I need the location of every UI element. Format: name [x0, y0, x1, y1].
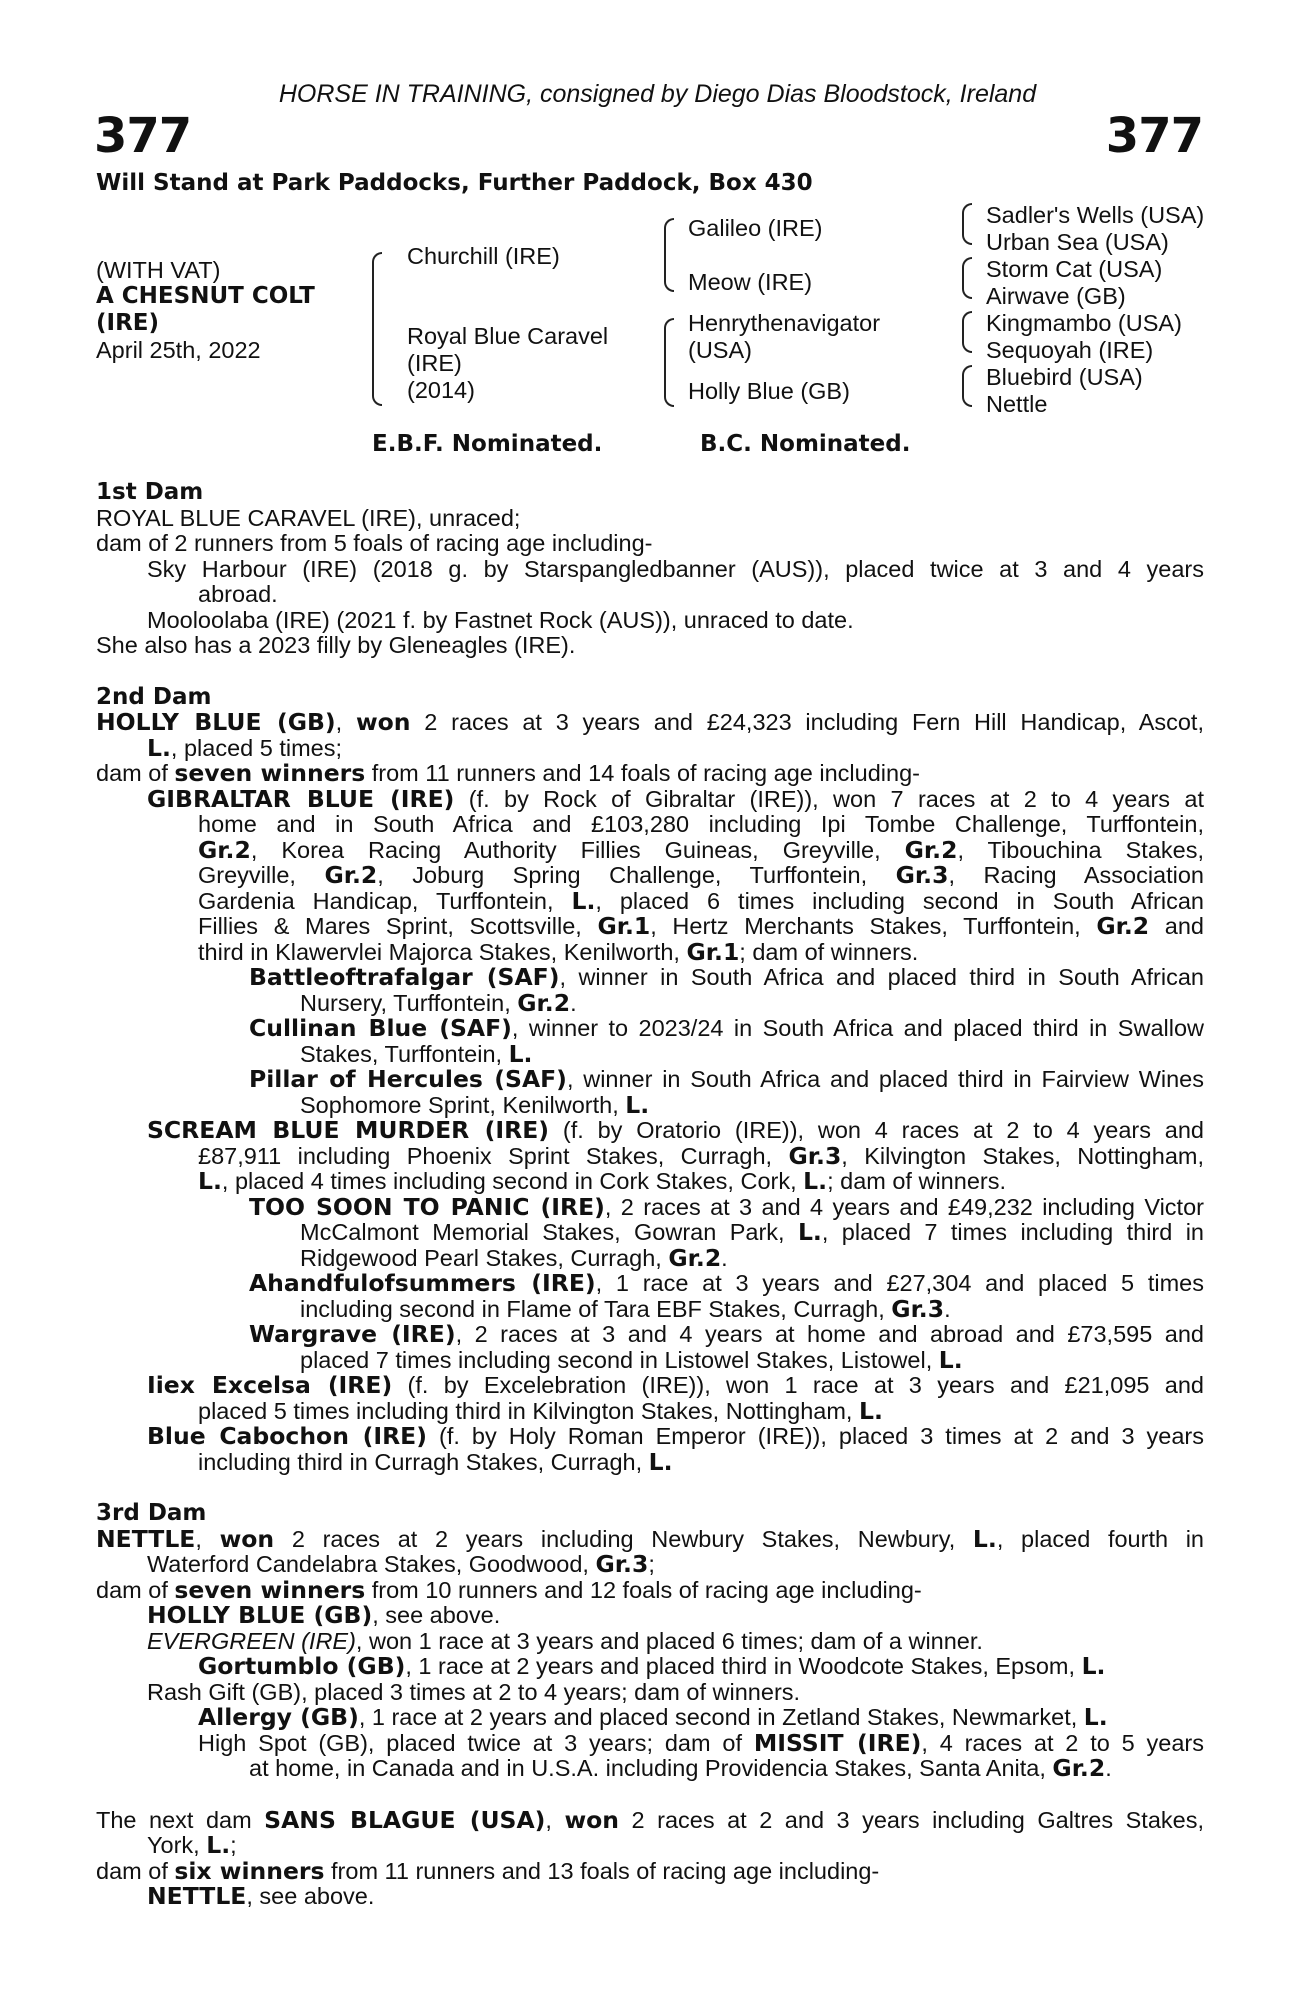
runner-line: Sophomore Sprint, Kenilworth, L.	[300, 1090, 650, 1119]
dam-line1: Royal Blue Caravel	[407, 323, 609, 349]
pedigree-brace	[962, 365, 972, 407]
runner-line: at home, in Canada and in U.S.A. including Providencia Stakes, Santa Anita, Gr.2.	[249, 1754, 1112, 1782]
runner-line: Wargrave (IRE), 2 races at 3 and 4 years at home and abroad and £73,595 and	[249, 1320, 1204, 1348]
pedigree-brace	[664, 218, 674, 292]
runner-line: SCREAM BLUE MURDER (IRE) (f. by Oratorio (IRE)), won 4 races at 2 to 4 years and	[147, 1116, 1204, 1144]
third-dam-line: dam of seven winners from 10 runners and 12 foals of racing age including-	[96, 1575, 922, 1604]
ancestor-6: Sequoyah (IRE)	[986, 337, 1154, 363]
runner-line: NETTLE, see above.	[147, 1882, 375, 1910]
runner-line: Gortumblo (GB), 1 race at 2 years and placed third in Woodcote Stakes, Epsom, L.	[198, 1652, 1106, 1680]
first-dam-line: ROYAL BLUE CARAVEL (IRE), unraced;	[96, 504, 521, 531]
runner-line: placed 5 times including third in Kilvington Stakes, Nottingham, L.	[198, 1396, 883, 1425]
page-header: HORSE IN TRAINING, consigned by Diego Dias Bloodstock, Ireland	[278, 80, 1037, 108]
runner-line: TOO SOON TO PANIC (IRE), 2 races at 3 and 4 years and £49,232 including Victor	[249, 1192, 1204, 1221]
runner-line: Fillies & Mares Sprint, Scottsville, Gr.1, Hertz Merchants Stakes, Turffontein, Gr.2 and	[198, 912, 1204, 940]
runner-line: EVERGREEN (IRE), won 1 race at 3 years and placed 6 times; dam of a winner.	[147, 1627, 983, 1654]
runner-line: Ridgewood Pearl Stakes, Curragh, Gr.2.	[300, 1243, 728, 1272]
first-dam-line: Sky Harbour (IRE) (2018 g. by Starspangledbanner (AUS)), placed twice at 3 and 4 years	[147, 555, 1204, 582]
runner-line: third in Klawervlei Majorca Stakes, Kenilworth, Gr.1; dam of winners.	[198, 937, 919, 966]
runner-line: Blue Cabochon (IRE) (f. by Holy Roman Emperor (IRE)), placed 3 times at 2 and 3 years	[147, 1422, 1204, 1450]
second-dam-line: dam of seven winners from 11 runners and 14 foals of racing age including-	[96, 759, 920, 787]
stand-location: Will Stand at Park Paddocks, Further Paddock, Box 430	[96, 170, 813, 196]
runner-line: Gardenia Handicap, Turffontein, L., placed 6 times including second in South African	[198, 886, 1204, 915]
ancestor-3: Storm Cat (USA)	[986, 256, 1163, 282]
dam-line2: (IRE)	[407, 350, 462, 376]
pedigree-brace	[962, 257, 972, 299]
first-dam-heading: 1st Dam	[96, 479, 204, 505]
second-dam-heading: 2nd Dam	[96, 683, 212, 710]
runner-line: L., placed 4 times including second in Cork Stakes, Cork, L.; dam of winners.	[198, 1167, 1006, 1195]
pedigree-brace	[962, 203, 972, 245]
pedigree-brace	[664, 318, 674, 407]
runner-line: HOLLY BLUE (GB), see above.	[147, 1601, 501, 1629]
runner-line: Greyville, Gr.2, Joburg Spring Challenge, Turffontein, Gr.3, Racing Association	[198, 861, 1205, 889]
runner-line: Stakes, Turffontein, L.	[300, 1039, 533, 1068]
runner-line: Battleoftrafalgar (SAF), winner in South Africa and placed third in South African	[249, 963, 1204, 991]
first-dam-line: Mooloolaba (IRE) (2021 f. by Fastnet Rock (AUS)), unraced to date.	[147, 606, 854, 633]
sire-sire: Galileo (IRE)	[688, 215, 823, 241]
runner-line: Pillar of Hercules (SAF), winner in South Africa and placed third in Fairview Wines	[249, 1065, 1205, 1093]
next-dam-line: York, L.;	[147, 1831, 237, 1859]
ancestor-7: Bluebird (USA)	[986, 364, 1143, 390]
vat-note: (WITH VAT)	[96, 257, 221, 283]
sire-dam: Meow (IRE)	[688, 269, 813, 295]
first-dam-line: abroad.	[198, 581, 278, 607]
runner-line: Gr.2, Korea Racing Authority Fillies Guineas, Greyville, Gr.2, Tibouchina Stakes,	[198, 835, 1204, 864]
dam-sire-line1: Henrythenavigator	[688, 310, 881, 336]
pedigree-brace	[962, 311, 972, 353]
next-dam-line: dam of six winners from 11 runners and 13 foals of racing age including-	[96, 1856, 880, 1885]
dam-sire-line2: (USA)	[688, 337, 752, 363]
horse-dob: April 25th, 2022	[96, 337, 261, 363]
runner-line: Nursery, Turffontein, Gr.2.	[300, 988, 577, 1017]
runner-line: £87,911 including Phoenix Sprint Stakes, Curragh, Gr.3, Kilvington Stakes, Nottingham,	[198, 1141, 1204, 1170]
runner-line: McCalmont Memorial Stakes, Gowran Park, L., placed 7 times including third in	[300, 1218, 1205, 1246]
lot-number-right: 377	[1105, 108, 1203, 164]
second-dam-line: L., placed 5 times;	[147, 733, 343, 762]
bc-nominated: B.C. Nominated.	[700, 431, 911, 457]
horse-name: A CHESNUT COLT	[96, 283, 315, 309]
runner-line: Ahandfulofsummers (IRE), 1 race at 3 years and £27,304 and placed 5 times	[249, 1269, 1204, 1297]
third-dam-line: Waterford Candelabra Stakes, Goodwood, Gr.3;	[147, 1550, 655, 1578]
runner-line: Iiex Excelsa (IRE) (f. by Excelebration (IRE)), won 1 race at 3 years and £21,095 and	[147, 1371, 1204, 1399]
dam-dam: Holly Blue (GB)	[688, 378, 850, 404]
sire: Churchill (IRE)	[407, 243, 560, 269]
ancestor-2: Urban Sea (USA)	[986, 229, 1169, 255]
ancestor-4: Airwave (GB)	[986, 283, 1126, 309]
runner-line: home and in South Africa and £103,280 including Ipi Tombe Challenge, Turffontein,	[198, 811, 1204, 837]
lot-number-left: 377	[94, 108, 192, 164]
dam-line3: (2014)	[407, 377, 475, 403]
runner-line: Rash Gift (GB), placed 3 times at 2 to 4 years; dam of winners.	[147, 1678, 801, 1705]
runner-line: including third in Curragh Stakes, Curragh, L.	[198, 1447, 673, 1476]
runner-line: Cullinan Blue (SAF), winner to 2023/24 in South Africa and placed third in Swallow	[249, 1014, 1204, 1042]
horse-origin: (IRE)	[96, 310, 160, 336]
first-dam-line: She also has a 2023 filly by Gleneagles (IRE).	[96, 632, 576, 658]
second-dam-line: HOLLY BLUE (GB), won 2 races at 3 years and £24,323 including Fern Hill Handicap, Ascot,	[96, 708, 1204, 736]
first-dam-line: dam of 2 runners from 5 foals of racing age including-	[96, 530, 653, 556]
runner-line: placed 7 times including second in Listowel Stakes, Listowel, L.	[300, 1345, 963, 1374]
runner-line: including second in Flame of Tara EBF Stakes, Curragh, Gr.3.	[300, 1294, 951, 1323]
pedigree-brace	[372, 252, 382, 406]
ancestor-8: Nettle	[986, 391, 1048, 417]
runner-line: High Spot (GB), placed twice at 3 years; dam of MISSIT (IRE), 4 races at 2 to 5 years	[198, 1728, 1204, 1757]
ancestor-1: Sadler's Wells (USA)	[986, 202, 1205, 228]
runner-line: Allergy (GB), 1 race at 2 years and placed second in Zetland Stakes, Newmarket, L.	[198, 1703, 1108, 1731]
third-dam-line: NETTLE, won 2 races at 2 years including Newbury Stakes, Newbury, L., placed fourth in	[96, 1524, 1205, 1553]
catalogue-body	[96, 480, 1204, 1910]
ancestor-5: Kingmambo (USA)	[986, 310, 1182, 336]
ebf-nominated: E.B.F. Nominated.	[372, 431, 603, 457]
third-dam-heading: 3rd Dam	[96, 1500, 207, 1526]
next-dam-line: The next dam SANS BLAGUE (USA), won 2 races at 2 and 3 years including Galtres Stakes,	[96, 1805, 1204, 1834]
runner-line: GIBRALTAR BLUE (IRE) (f. by Rock of Gibraltar (IRE)), won 7 races at 2 to 4 years at	[147, 784, 1204, 813]
